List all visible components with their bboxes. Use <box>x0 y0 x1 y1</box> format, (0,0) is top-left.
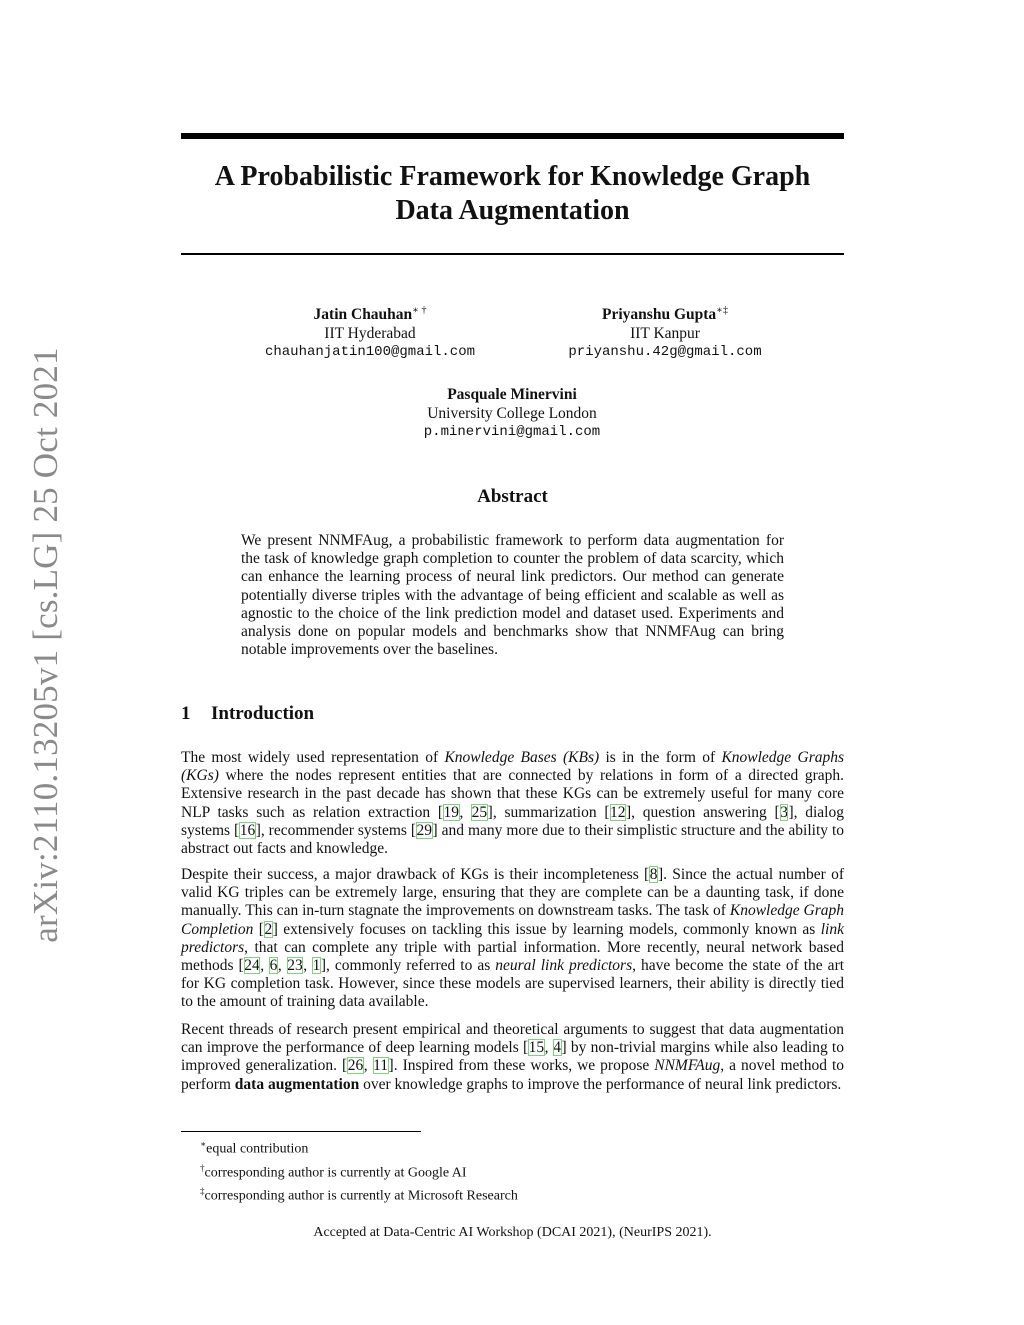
author-email: priyanshu.42g@gmail.com <box>568 344 762 361</box>
citation-link[interactable]: 3 <box>780 803 788 821</box>
emphasis: Knowledge Bases (KBs) <box>444 749 600 766</box>
paper-title <box>181 160 844 228</box>
author-affiliation: IIT Hyderabad <box>324 325 416 343</box>
section-number: 1 <box>181 703 191 724</box>
author-affiliation: University College London <box>427 405 597 422</box>
footnote-mark: ∗ <box>200 1139 207 1149</box>
title-line-1: A Probabilistic Framework for Knowledge Graph <box>214 161 811 192</box>
citation-link[interactable]: 29 <box>416 821 433 839</box>
author-name: Pasquale Minervini <box>447 386 577 403</box>
citation-link[interactable]: 15 <box>528 1039 545 1057</box>
footnote: ∗equal contribution <box>200 1139 309 1157</box>
citation-link[interactable]: 4 <box>553 1039 562 1057</box>
arxiv-identifier-stamp: arXiv:2110.13205v1 [cs.LG] 25 Oct 2021 <box>26 347 65 943</box>
author-email: p.minervini@gmail.com <box>423 424 601 440</box>
emphasis: neural link predictors <box>495 957 633 975</box>
footnotes <box>200 1135 518 1206</box>
author-affiliation: IIT Kanpur <box>630 325 700 343</box>
section-title: Introduction <box>211 703 315 724</box>
footnote: †corresponding author is currently at Google AI <box>200 1162 467 1181</box>
author-name: Priyanshu Gupta∗‡ <box>602 305 728 324</box>
author-email: chauhanjatin100@gmail.com <box>264 344 476 361</box>
title-top-rule <box>181 133 844 139</box>
citation-link[interactable]: 24 <box>244 957 260 975</box>
author-marks: ∗ † <box>412 305 427 316</box>
bold-term: data augmentation <box>234 1075 360 1093</box>
citation-link[interactable]: 2 <box>264 920 273 938</box>
emphasis: Knowledge Graph Completion <box>181 902 845 938</box>
citation-link[interactable]: 6 <box>269 957 278 975</box>
footnote-mark: ‡ <box>200 1186 205 1197</box>
abstract-text: We present NNMFAug, a probabilistic framework to perform data augmentation for the task of knowledge graph completion to counter the problem of data scarcity, which can enhance the learning process of neural link predictors. Our method can generate potentially diverse triples with the advantage of being efficient and scalable as well as agnostic to the choice of the link prediction model and dataset used. Experiments and analysis done on popular models and benchmarks show that NNMFAug can bring notable improvements over the baselines. <box>241 532 784 659</box>
citation-link[interactable]: 26 <box>347 1057 364 1075</box>
citation-link[interactable]: 19 <box>443 803 460 821</box>
title-line-2: Data Augmentation <box>395 195 630 226</box>
footnote-rule <box>181 1131 421 1132</box>
emphasis: link predictors <box>181 920 844 956</box>
citation-link[interactable]: 25 <box>471 803 488 821</box>
intro-paragraph-2: Despite their success, a major drawback of KGs is their incompleteness [8]. Since the actual number of valid KG triples can be extremely large, ensuring that they are complete can be a daunting task, if done manually. This can in-turn stagnate the improvements on downstream tasks. The task of Knowledge Graph Completion [2] extensively focuses on tackling this issue by learning models, commonly known as link predictors, that can complete any triple with partial information. More recently, neural network based methods [24, 6, 23, 1], commonly referred to as neural link predictors, have become the state of the art for KG completion task. However, since these models are supervised learners, their ability is directly tied to the amount of training data available. <box>181 866 845 1011</box>
citation-link[interactable]: 8 <box>649 866 658 883</box>
citation-link[interactable]: 23 <box>287 957 303 975</box>
author-marks: ∗‡ <box>716 305 728 316</box>
section-heading <box>181 703 314 725</box>
author-block-1 <box>230 301 510 362</box>
author-block-2 <box>525 301 805 362</box>
emphasis: Knowledge Graphs (KGs) <box>181 749 845 785</box>
abstract-heading: Abstract <box>477 486 548 507</box>
citation-link[interactable]: 16 <box>239 821 256 839</box>
citation-link[interactable]: 12 <box>610 803 626 821</box>
author-name: Jatin Chauhan∗ † <box>313 305 427 324</box>
citation-link[interactable]: 1 <box>312 957 321 975</box>
footnote: ‡corresponding author is currently at Microsoft Research <box>200 1186 518 1204</box>
venue-note: Accepted at Data-Centric AI Workshop (DCAI 2021), (NeurIPS 2021). <box>313 1225 712 1240</box>
intro-paragraph-1: The most widely used representation of Knowledge Bases (KBs) is in the form of Knowledge Graphs (KGs) where the nodes represent entities that are connected by relations in form of a directed graph. Extensive research in the past decade has shown that these KGs can be extremely useful for many core NLP tasks such as relation extraction [19, 25], summarization [12], question answering [3], dialog systems [16], recommender systems [29] and many more due to their simplistic structure and the ability to abstract out facts and knowledge. <box>181 749 845 858</box>
footnote-mark: † <box>200 1162 205 1173</box>
citation-link[interactable]: 11 <box>373 1057 389 1075</box>
intro-paragraph-3: Recent threads of research present empirical and theoretical arguments to suggest that data augmentation can improve the performance of deep learning models [15, 4] by non-trivial margins while also leading to improved generalization. [26, 11]. Inspired from these works, we propose NNMFAug, a novel method to perform data augmentation over knowledge graphs to improve the performance of neural link predictors. <box>181 1021 845 1093</box>
emphasis: NNMFAug <box>654 1057 721 1075</box>
title-bottom-rule <box>181 253 844 255</box>
author-block-3 <box>372 385 652 442</box>
